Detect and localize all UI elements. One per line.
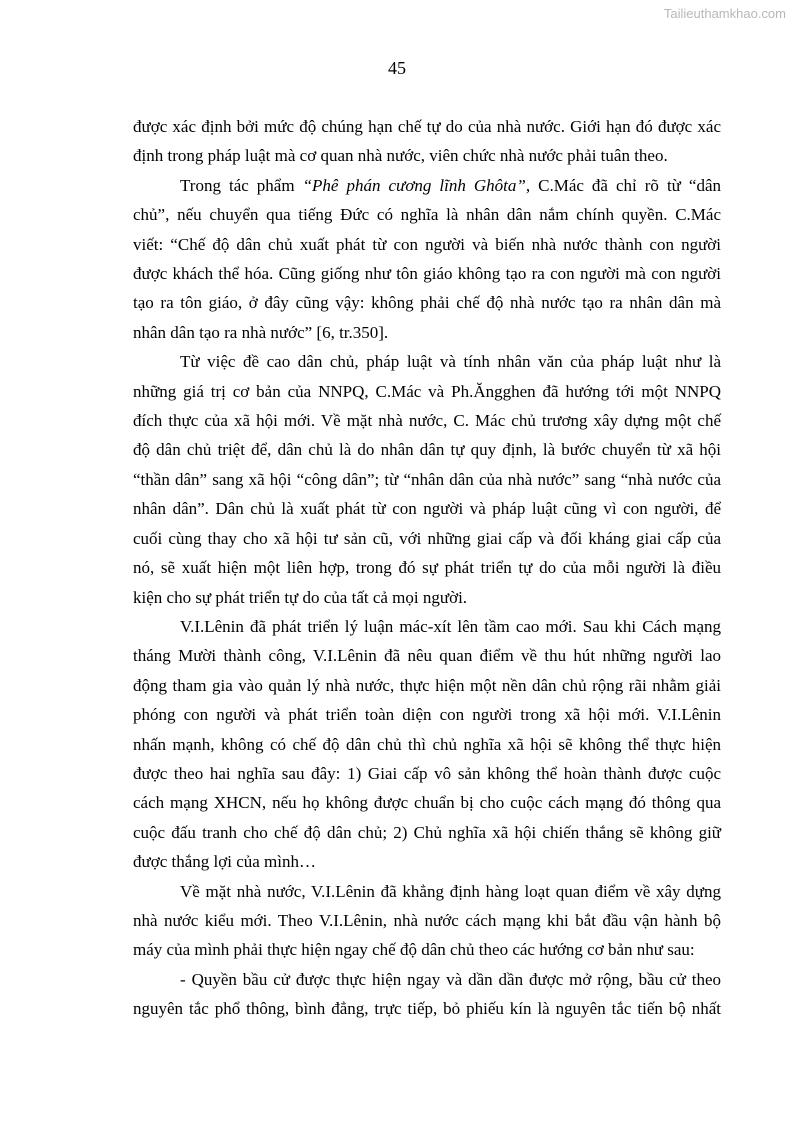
text-line: nhân dân tạo ra nhà nước” [6, tr.350].	[133, 322, 389, 342]
text-line: chủ”, nếu chuyển qua tiếng Đức có nghĩa là nhân dân nắm chính quyền. C.Mác	[133, 205, 721, 225]
text-line: được theo hai nghĩa sau đây: 1) Giai cấp vô sản không thể hoàn thành được cuộc	[133, 763, 721, 783]
text-run: Trong tác phẩm	[180, 175, 303, 195]
text-line: được khách thể hóa. Cũng giống như tôn giáo không tạo ra con người mà con người	[133, 264, 721, 284]
watermark: Tailieuthamkhao.com	[663, 6, 786, 21]
paragraph	[133, 347, 721, 612]
text-line: tạo ra tôn giáo, ở đây cũng vậy: không phải chế độ nhà nước tạo ra nhân dân mà	[133, 293, 721, 313]
text-line: nguyên tắc phổ thông, bình đẳng, trực tiếp, bỏ phiếu kín là nguyên tắc tiến bộ nhất	[133, 999, 721, 1019]
text-line: cách mạng XHCN, nếu họ không được chuẩn bị cho cuộc cách mạng đó thông qua	[133, 793, 721, 813]
text-line: định trong pháp luật mà cơ quan nhà nước, viên chức nhà nước phải tuân theo.	[133, 146, 668, 166]
text-run: , C.Mác đã chỉ rõ từ “dân	[525, 175, 721, 195]
text-line: động tham gia vào quản lý nhà nước, thực hiện một nền dân chủ rộng rãi nhằm giải	[133, 675, 721, 695]
text-line: được xác định bởi mức độ chúng hạn chế tự do của nhà nước. Giới hạn đó được xác	[133, 117, 721, 136]
paragraph	[133, 612, 721, 877]
text-line: cuối cùng thay cho xã hội tư sản cũ, với những giai cấp và đối kháng giai cấp của	[133, 528, 721, 548]
text-line: đích thực của xã hội mới. Về mặt nhà nước, C. Mác chủ trương xây dựng một chế	[133, 411, 721, 431]
text-line: những giá trị cơ bản của NNPQ, C.Mác và Ph.Ăngghen đã hướng tới một NNPQ	[133, 381, 721, 401]
text-line: độ dân chủ triệt để, dân chủ là do nhân dân tự quy định, là bước chuyển từ xã hội	[133, 440, 721, 460]
text-line: máy của mình phải thực hiện ngay chế độ dân chủ theo các hướng cơ bản như sau:	[133, 940, 695, 960]
text-line: nhấn mạnh, không có chế độ dân chủ thì chủ nghĩa xã hội sẽ không thể thực hiện	[133, 734, 721, 754]
paragraph	[133, 171, 721, 347]
text-line: Từ việc đề cao dân chủ, pháp luật và tính nhân văn của pháp luật như là	[180, 352, 721, 372]
text-line: Về mặt nhà nước, V.I.Lênin đã khẳng định hàng loạt quan điểm về xây dựng	[180, 881, 721, 901]
text-line: viết: “Chế độ dân chủ xuất phát từ con người và biến nhà nước thành con người	[133, 234, 721, 254]
text-line: nhân dân”. Dân chủ là xuất phát từ con người và pháp luật cũng vì con người, để	[133, 499, 721, 519]
text-line: nhà nước kiểu mới. Theo V.I.Lênin, nhà nước cách mạng khi bắt đầu vận hành bộ	[133, 910, 721, 930]
page-number: 45	[388, 58, 406, 78]
text-line: - Quyền bầu cử được thực hiện ngay và dần dần được mở rộng, bầu cử theo	[180, 969, 721, 989]
text-line	[133, 171, 721, 200]
paragraph	[133, 877, 721, 965]
text-line: “thần dân” sang xã hội “công dân”; từ “nhân dân của nhà nước” sang “nhà nước của	[133, 469, 721, 489]
text-line: V.I.Lênin đã phát triển lý luận mác-xít lên tầm cao mới. Sau khi Cách mạng	[180, 616, 721, 636]
paragraph	[133, 965, 721, 1024]
text-line: tháng Mười thành công, V.I.Lênin đã nêu quan điểm về thu hút những người lao	[133, 646, 721, 666]
text-line: cuộc đấu tranh cho chế độ dân chủ; 2) Chủ nghĩa xã hội chiến thắng sẽ không giữ	[133, 822, 721, 842]
text-line: nó, sẽ xuất hiện một liên hợp, trong đó sự phát triển tự do của mỗi người là điều	[133, 558, 721, 578]
work-title: “Phê phán cương lĩnh Ghôta”	[302, 175, 526, 195]
body-text	[133, 112, 721, 1024]
text-line: được thắng lợi của mình…	[133, 852, 316, 872]
text-line: phóng con người và phát triển toàn diện con người trong xã hội mới. V.I.Lênin	[133, 705, 721, 725]
text-line: kiện cho sự phát triển tự do của tất cả mọi người.	[133, 587, 468, 607]
paragraph	[133, 112, 721, 171]
